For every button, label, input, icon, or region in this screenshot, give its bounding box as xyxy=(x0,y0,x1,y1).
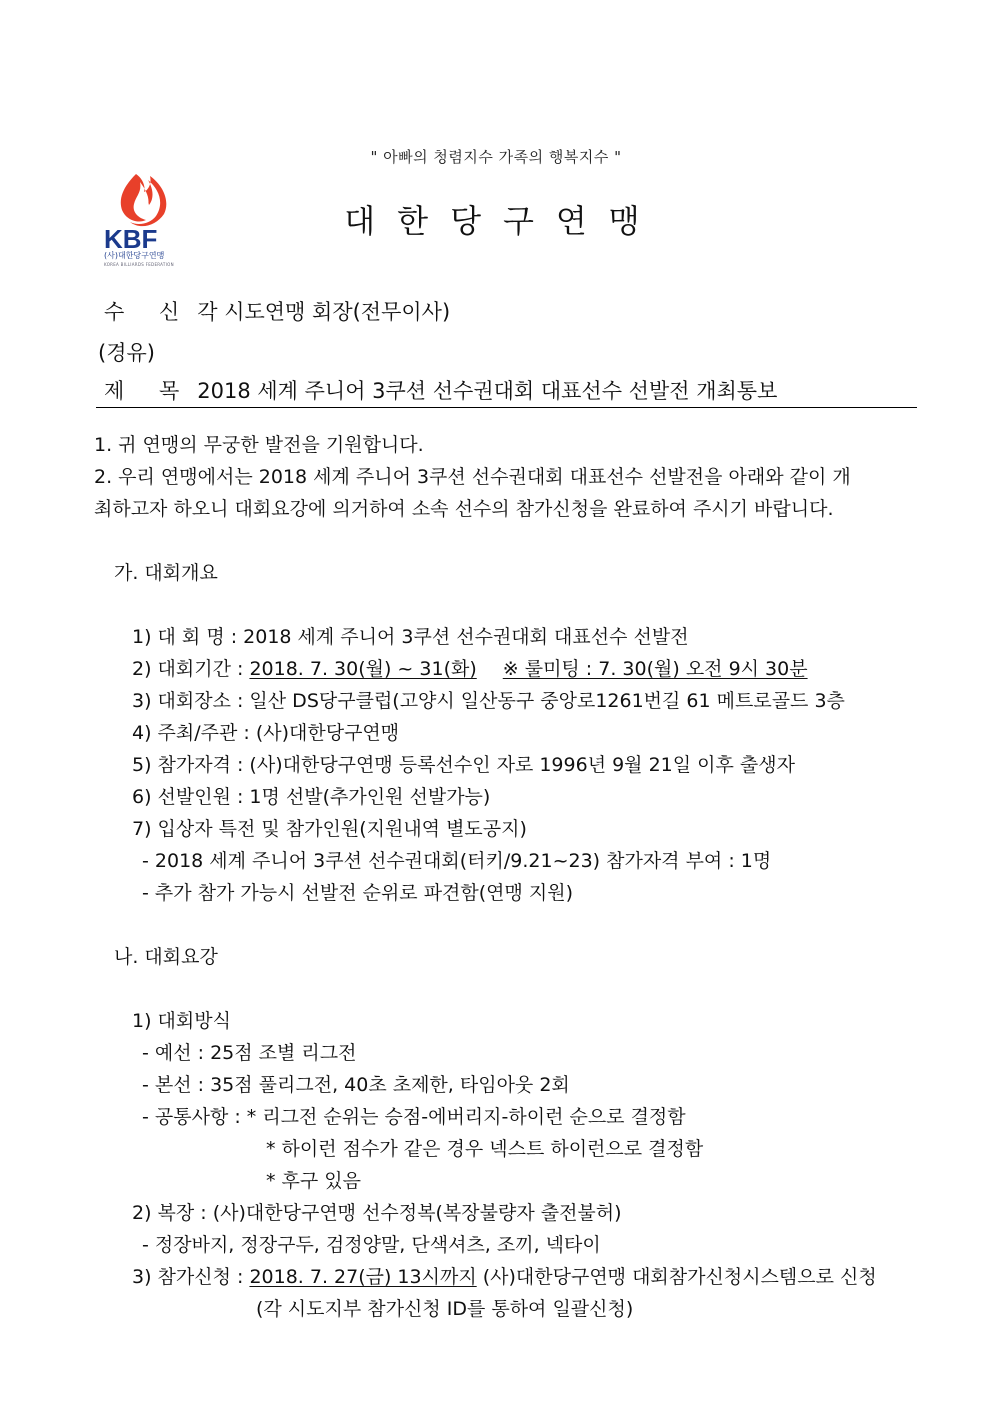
item-common-1: - 공통사항 : * 리그전 순위는 승점-에버리지-하이런 순으로 결정함 xyxy=(142,1106,686,1128)
slogan: " 아빠의 청렴지수 가족의 행복지수 " xyxy=(370,148,622,166)
item-attire-detail: - 정장바지, 정장구두, 검정양말, 단색셔츠, 조끼, 넥타이 xyxy=(142,1234,601,1256)
item-prelim: - 예선 : 25점 조별 리그전 xyxy=(142,1042,357,1064)
subject-label: 제 목 xyxy=(104,379,194,403)
item-selection: 6) 선발인원 : 1명 선발(추가인원 선발가능) xyxy=(132,786,491,808)
period-label: 2) 대회기간 : xyxy=(132,658,250,680)
period-value: 2018. 7. 30(월) ~ 31(화) xyxy=(249,658,477,680)
item-attire: 2) 복장 : (사)대한당구연맹 선수정복(복장불량자 출전불허) xyxy=(132,1202,622,1224)
benefit-2: - 추가 참가 가능시 선발전 순위로 파견함(연맹 지원) xyxy=(142,882,574,904)
recipient-label: 수 신 xyxy=(104,300,194,324)
item-method: 1) 대회방식 xyxy=(132,1010,231,1032)
header-rule xyxy=(96,407,917,408)
item-main: - 본선 : 35점 풀리그전, 40초 초제한, 타임아웃 2회 xyxy=(142,1074,570,1096)
apply-label: 3) 참가신청 : xyxy=(132,1266,250,1288)
item-name: 1) 대 회 명 : 2018 세계 주니어 3쿠션 선수권대회 대표선수 선발전 xyxy=(132,626,689,648)
item-host: 4) 주최/주관 : (사)대한당구연맹 xyxy=(132,722,400,744)
logo-subtitle: (사)대한당구연맹 xyxy=(104,251,165,260)
intro-line-2: 2. 우리 연맹에서는 2018 세계 주니어 3쿠션 선수권대회 대표선수 선발전을 아래와 같이 개 xyxy=(94,466,851,488)
item-common-3: * 후구 있음 xyxy=(266,1170,361,1192)
via-line: (경유) xyxy=(98,341,155,365)
apply-rest: (사)대한당구연맹 대회참가신청시스템으로 신청 xyxy=(476,1266,877,1288)
benefit-1: - 2018 세계 주니어 3쿠션 선수권대회(터키/9.21~23) 참가자격 부여 : 1명 xyxy=(142,850,772,872)
subject: 2018 세계 주니어 3쿠션 선수권대회 대표선수 선발전 개최통보 xyxy=(197,379,778,403)
rule-meeting: ※ 룰미팅 : 7. 30(월) 오전 9시 30분 xyxy=(502,658,808,680)
recipient: 각 시도연맹 회장(전무이사) xyxy=(197,300,451,324)
recipient-line xyxy=(104,296,450,326)
section-b-heading: 나. 대회요강 xyxy=(114,946,218,968)
item-common-2: * 하이런 점수가 같은 경우 넥스트 하이런으로 결정함 xyxy=(266,1138,704,1160)
intro-line-3: 최하고자 하오니 대회요강에 의거하여 소속 선수의 참가신청을 완료하여 주시기 바랍니다. xyxy=(94,498,834,520)
item-venue: 3) 대회장소 : 일산 DS당구클럽(고양시 일산동구 중앙로1261번길 61 메트로골드 3층 xyxy=(132,690,845,712)
item-period xyxy=(132,654,808,681)
subject-line xyxy=(104,375,777,405)
intro-line-1: 1. 귀 연맹의 무궁한 발전을 기원합니다. xyxy=(94,434,424,456)
item-eligibility: 5) 참가자격 : (사)대한당구연맹 등록선수인 자로 1996년 9월 21일 이후 출생자 xyxy=(132,754,795,776)
logo-subtitle-en: KOREA BILLIARDS FEDERATION xyxy=(104,262,174,267)
item-apply xyxy=(132,1262,877,1289)
item-benefits: 7) 입상자 특전 및 참가인원(지원내역 별도공지) xyxy=(132,818,527,840)
kbf-logo-text: KBF xyxy=(104,224,158,254)
org-title: 대한당구연맹 xyxy=(344,202,662,240)
section-a-heading: 가. 대회개요 xyxy=(114,562,218,584)
item-apply-note: (각 시도지부 참가신청 ID를 통하여 일괄신청) xyxy=(256,1298,634,1320)
apply-deadline: 2018. 7. 27(금) 13시까지 xyxy=(249,1266,477,1288)
